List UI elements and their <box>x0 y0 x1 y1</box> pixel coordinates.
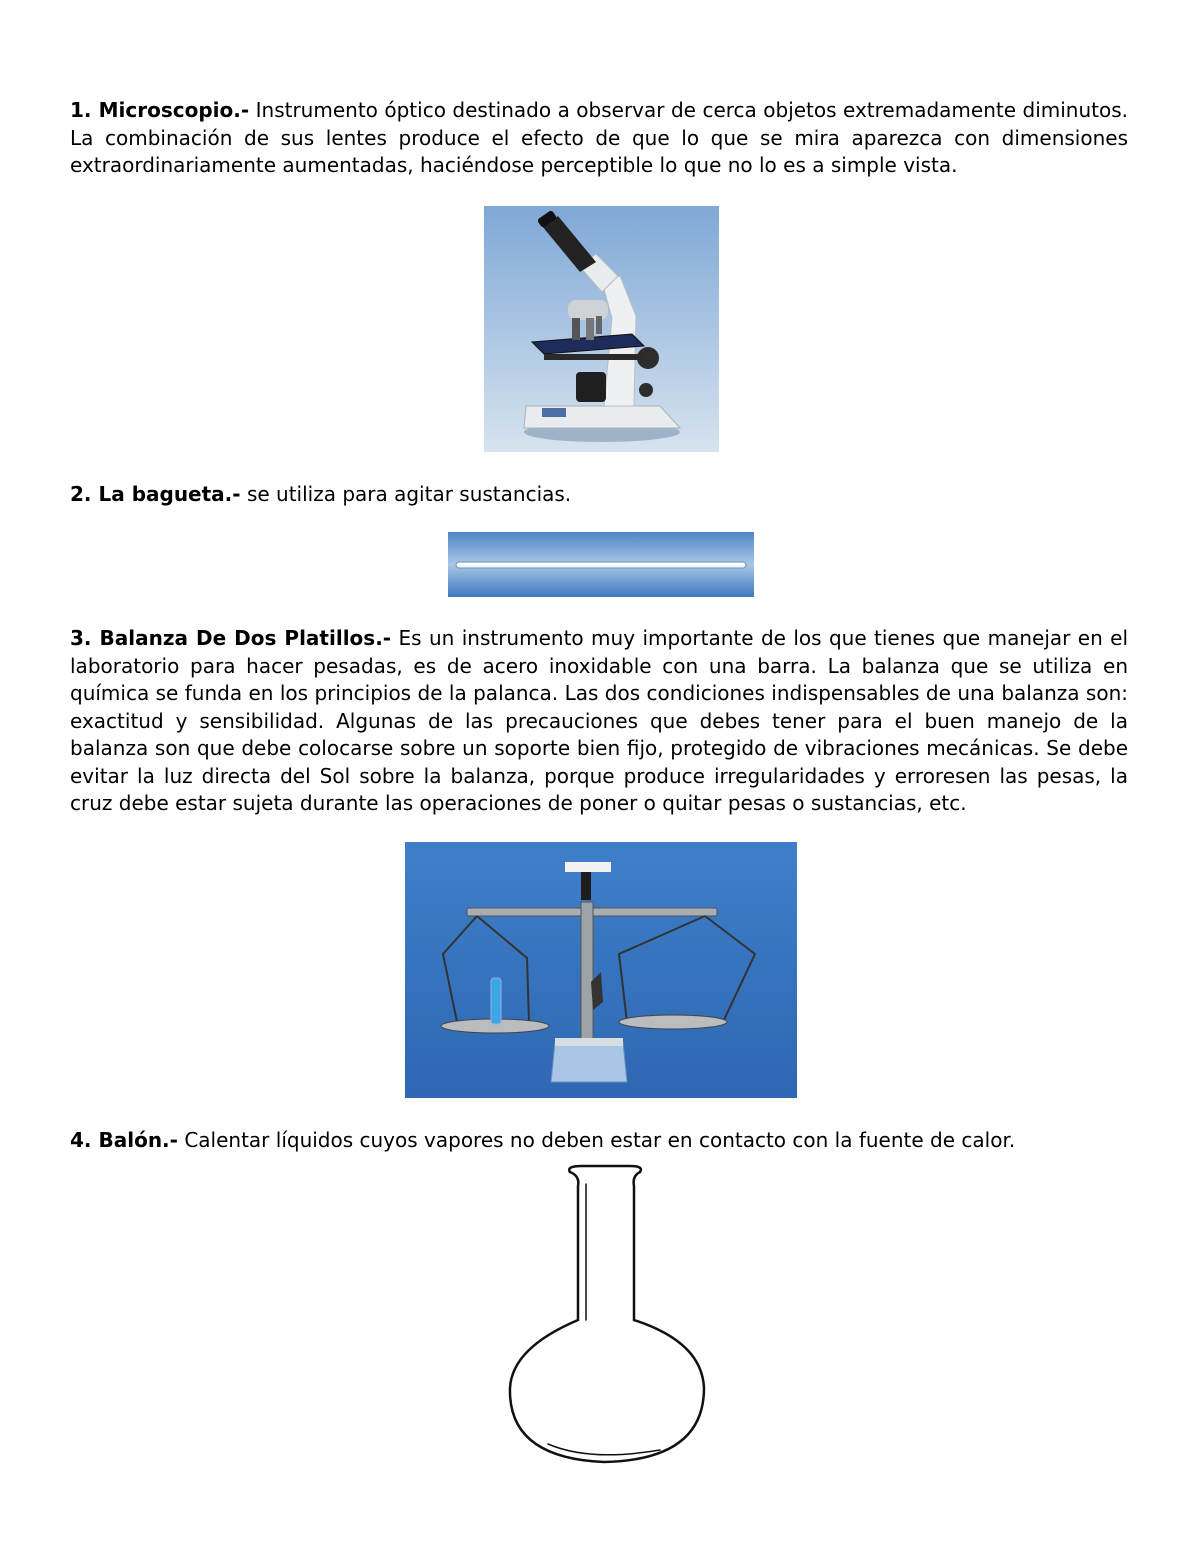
item-title: Balanza De Dos Platillos.- <box>99 626 392 650</box>
item-bagueta <box>70 481 1128 509</box>
round-flask-image <box>490 1162 720 1472</box>
item-number: 2. <box>70 482 92 506</box>
item-number: 1. <box>70 98 92 122</box>
stirring-rod-image <box>448 532 754 597</box>
item-title: La bagueta.- <box>98 482 241 506</box>
item-balanza <box>70 625 1128 818</box>
item-text: se utiliza para agitar sustancias. <box>246 482 572 506</box>
item-text: Es un instrumento muy importante de los que tienes que manejar en el laboratorio para hacer pesadas, es de acero inoxidable con una barra. La balanza que se utiliza en química se funda en los principios de la palanca. Las dos condiciones indispensables de una balanza son: exactitud y sensibilidad. Algunas de las precauciones que debes tener para el buen manejo de la balanza son que debe colocarse sobre un soporte bien fijo, protegido de vibraciones mecánicas. Se debe evitar la luz directa del Sol sobre la balanza, porque produce irregularidades y erroresen las pesas, la cruz debe estar sujeta durante las operaciones de poner o quitar pesas o sustancias, etc. <box>70 626 1129 815</box>
item-number: 3. <box>70 626 92 650</box>
microscope-image <box>484 206 719 452</box>
item-title: Balón.- <box>98 1128 178 1152</box>
item-title: Microscopio.- <box>98 98 250 122</box>
item-microscopio <box>70 97 1128 180</box>
item-text: Instrumento óptico destinado a observar de cerca objetos extremadamente diminutos. La combinación de sus lentes produce el efecto de que lo que se mira aparezca con dimensiones extraordinariamente aumentadas, haciéndose perceptible lo que no lo es a simple vista. <box>70 98 1129 177</box>
item-number: 4. <box>70 1128 92 1152</box>
item-balon <box>70 1127 1128 1155</box>
balance-image <box>405 842 797 1098</box>
item-text: Calentar líquidos cuyos vapores no deben estar en contacto con la fuente de calor. <box>184 1128 1016 1152</box>
